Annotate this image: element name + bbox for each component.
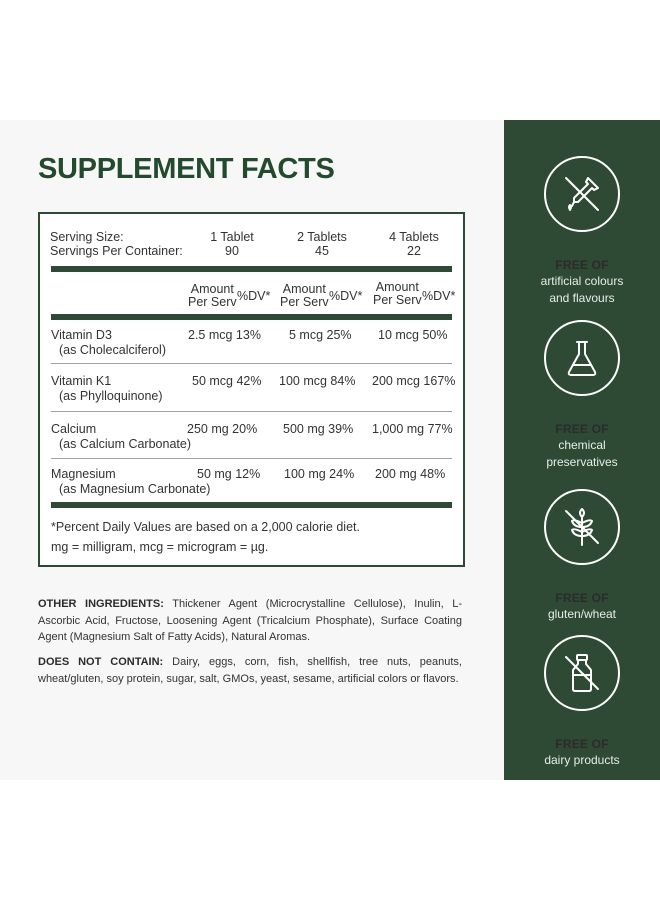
supplement-facts-table	[38, 212, 465, 567]
feature-title: FREE OF	[555, 591, 609, 605]
dropper-crossed-icon	[544, 156, 620, 232]
header-amount-col-3: Amount Per Serv	[373, 280, 422, 307]
bottom-divider-bar	[51, 502, 452, 508]
nutrient-row-magnesium: Magnesium (as Magnesium Carbonate)	[51, 467, 211, 496]
nutrient-value: 200 mg 48%	[375, 467, 446, 481]
feature-title: FREE OF	[555, 422, 609, 436]
nutrient-value: 100 mg 24%	[284, 467, 355, 481]
nutrient-value: 500 mg 39%	[283, 422, 354, 436]
row-divider	[51, 363, 452, 364]
feature-title: FREE OF	[555, 258, 609, 272]
feature-desc-line1: artificial colours	[540, 274, 624, 288]
serving-size-label: Serving Size:	[50, 230, 124, 244]
footnote-daily-values: *Percent Daily Values are based on a 2,000 calorie diet.	[51, 520, 360, 534]
does-not-contain-text: Dairy, eggs, corn, fish, shellfish, tree nuts, peanuts, wheat/gluten, soy protein, sugar, salt, GMOs, yeast, sesame, artificial colors or flavors.	[38, 656, 462, 685]
header-divider-bar	[51, 314, 452, 320]
nutrient-row-vitamin-k1: Vitamin K1 (as Phylloquinone)	[51, 374, 163, 403]
nutrient-value: 100 mcg 84%	[279, 374, 356, 388]
nutrient-value: 1,000 mg 77%	[372, 422, 453, 436]
serving-labels	[50, 230, 183, 258]
feature-desc-line1: gluten/wheat	[547, 607, 617, 621]
top-divider-bar	[51, 266, 452, 272]
nutrient-value: 50 mcg 42%	[192, 374, 262, 388]
other-ingredients	[38, 596, 462, 646]
nutrient-value: 2.5 mcg 13%	[188, 328, 261, 342]
wheat-crossed-icon	[544, 489, 620, 565]
feature-desc-line2: preservatives	[546, 455, 618, 469]
nutrient-value: 50 mg 12%	[197, 467, 261, 481]
serving-column-3: 4 Tablets 22	[389, 230, 439, 258]
feature-desc-line1: dairy products	[544, 753, 620, 767]
feature-free-of-dairy	[504, 635, 660, 768]
footnote-units: mg = milligram, mcg = microgram = µg.	[51, 540, 269, 554]
nutrient-value: 250 mg 20%	[187, 422, 258, 436]
header-dv-col-3: %DV*	[422, 289, 456, 303]
serving-column-2: 2 Tablets 45	[297, 230, 347, 258]
nutrient-value: 200 mcg 167%	[372, 374, 456, 388]
header-amount-col-2: Amount Per Serv	[280, 282, 329, 309]
row-divider	[51, 458, 452, 459]
feature-free-of-chemical	[504, 320, 660, 470]
other-ingredients-text: Thickener Agent (Microcrystalline Cellulose), Inulin, L-Ascorbic Acid, Fructose, Loosening Agent (Tricalcium Phosphate), Surface Coating Agent (Magnesium Salt of Fatty Acids), Natural Aromas.	[38, 598, 462, 643]
milk-bottle-crossed-icon	[544, 635, 620, 711]
header-dv-col-2: %DV*	[329, 289, 363, 303]
feature-desc-line1: chemical	[558, 438, 606, 452]
nutrient-row-calcium: Calcium (as Calcium Carbonate)	[51, 422, 191, 451]
nutrient-row-vitamin-d3: Vitamin D3 (as Cholecalciferol)	[51, 328, 166, 357]
serving-column-1: 1 Tablet 90	[210, 230, 254, 258]
nutrient-value: 5 mcg 25%	[289, 328, 352, 342]
feature-free-of-gluten	[504, 489, 660, 622]
does-not-contain	[38, 654, 462, 687]
page-title: SUPPLEMENT FACTS	[38, 153, 335, 185]
feature-free-of-artificial	[504, 156, 660, 306]
feature-title: FREE OF	[555, 737, 609, 751]
servings-per-container-label: Servings Per Container:	[50, 244, 183, 258]
row-divider	[51, 411, 452, 412]
nutrient-value: 10 mcg 50%	[378, 328, 448, 342]
does-not-contain-label: DOES NOT CONTAIN:	[38, 656, 164, 668]
header-amount-col-1: Amount Per Serv	[188, 282, 237, 309]
feature-desc-line2: and flavours	[549, 291, 615, 305]
flask-icon	[544, 320, 620, 396]
other-ingredients-label: OTHER INGREDIENTS:	[38, 598, 164, 610]
header-dv-col-1: %DV*	[237, 289, 271, 303]
